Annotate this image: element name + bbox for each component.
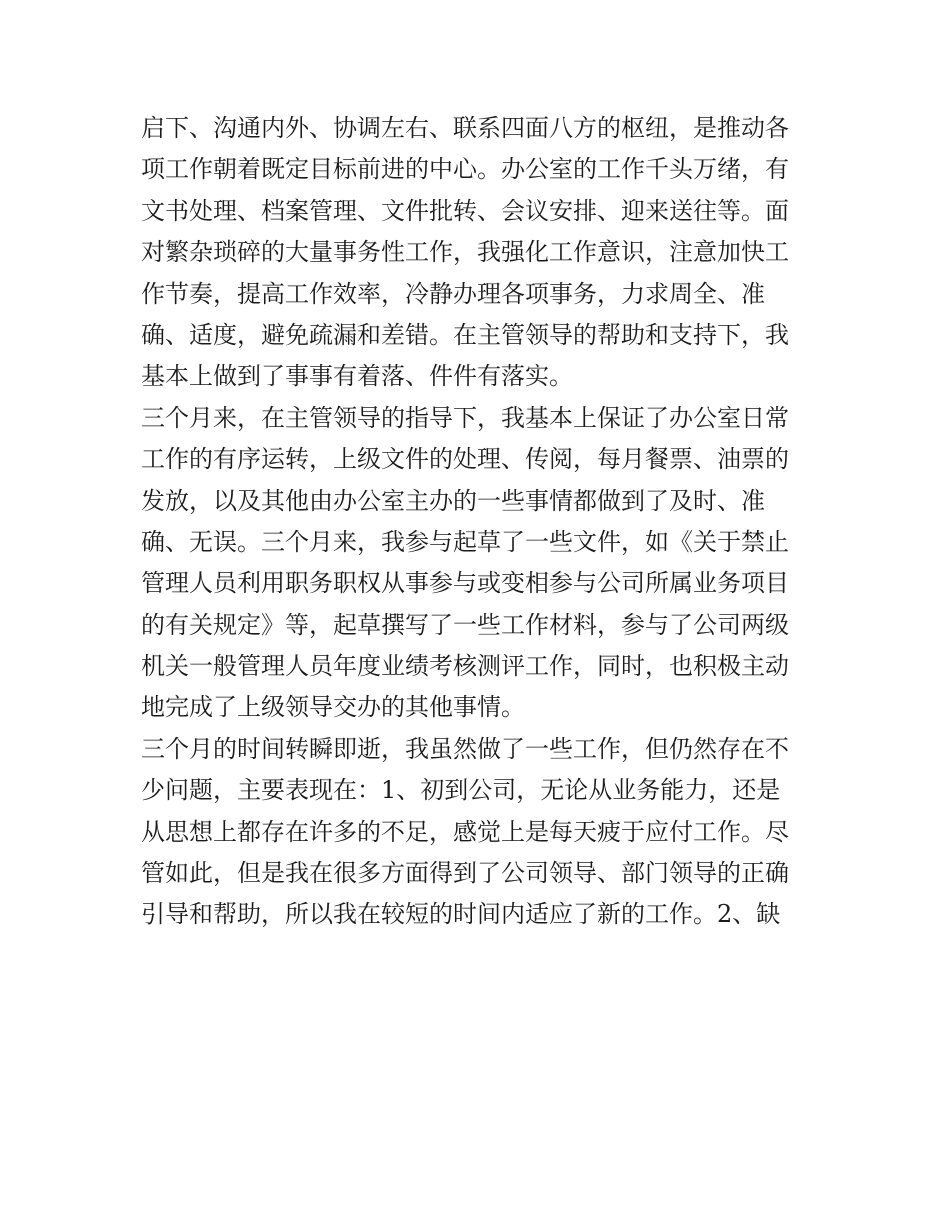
body-text bbox=[141, 108, 821, 936]
text-line: 文书处理、档案管理、文件批转、会议安排、迎来送往等。面 bbox=[141, 196, 789, 225]
text-line: 的有关规定》等，起草撰写了一些工作材料，参与了公司两级 bbox=[141, 610, 789, 639]
text-line: 三个月来，在主管领导的指导下，我基本上保证了办公室日常 bbox=[141, 403, 789, 432]
text-line: 启下、沟通内外、协调左右、联系四面八方的枢纽，是推动各 bbox=[141, 114, 789, 142]
text-line: 管如此，但是我在很多方面得到了公司领导、部门领导的正确 bbox=[141, 859, 789, 888]
text-line: 少问题，主要表现在：1、初到公司，无论从业务能力，还是 bbox=[141, 776, 781, 805]
text-line: 作节奏，提高工作效率，冷静办理各项事务，力求周全、准 bbox=[141, 279, 765, 308]
text-line: 地完成了上级领导交办的其他事情。 bbox=[141, 693, 525, 722]
text-line: 对繁杂琐碎的大量事务性工作，我强化工作意识，注意加快工 bbox=[141, 238, 789, 267]
text-line: 机关一般管理人员年度业绩考核测评工作，同时，也积极主动 bbox=[141, 652, 789, 681]
text-line: 从思想上都存在许多的不足，感觉上是每天疲于应付工作。尽 bbox=[141, 817, 789, 846]
text-line: 发放，以及其他由办公室主办的一些事情都做到了及时、准 bbox=[141, 486, 765, 515]
text-line: 项工作朝着既定目标前进的中心。办公室的工作千头万绪，有 bbox=[141, 155, 789, 184]
text-line: 引导和帮助，所以我在较短的时间内适应了新的工作。2、缺 bbox=[141, 900, 781, 929]
text-line: 基本上做到了事事有着落、件件有落实。 bbox=[141, 362, 573, 391]
text-line: 工作的有序运转，上级文件的处理、传阅，每月餐票、油票的 bbox=[141, 445, 789, 474]
text-line: 管理人员利用职务职权从事参与或变相参与公司所属业务项目 bbox=[141, 569, 789, 598]
text-line: 确、无误。三个月来，我参与起草了一些文件，如《关于禁止 bbox=[141, 527, 789, 556]
text-line: 确、适度，避免疏漏和差错。在主管领导的帮助和支持下，我 bbox=[141, 320, 789, 349]
text-line: 三个月的时间转瞬即逝，我虽然做了一些工作，但仍然存在不 bbox=[141, 734, 789, 763]
